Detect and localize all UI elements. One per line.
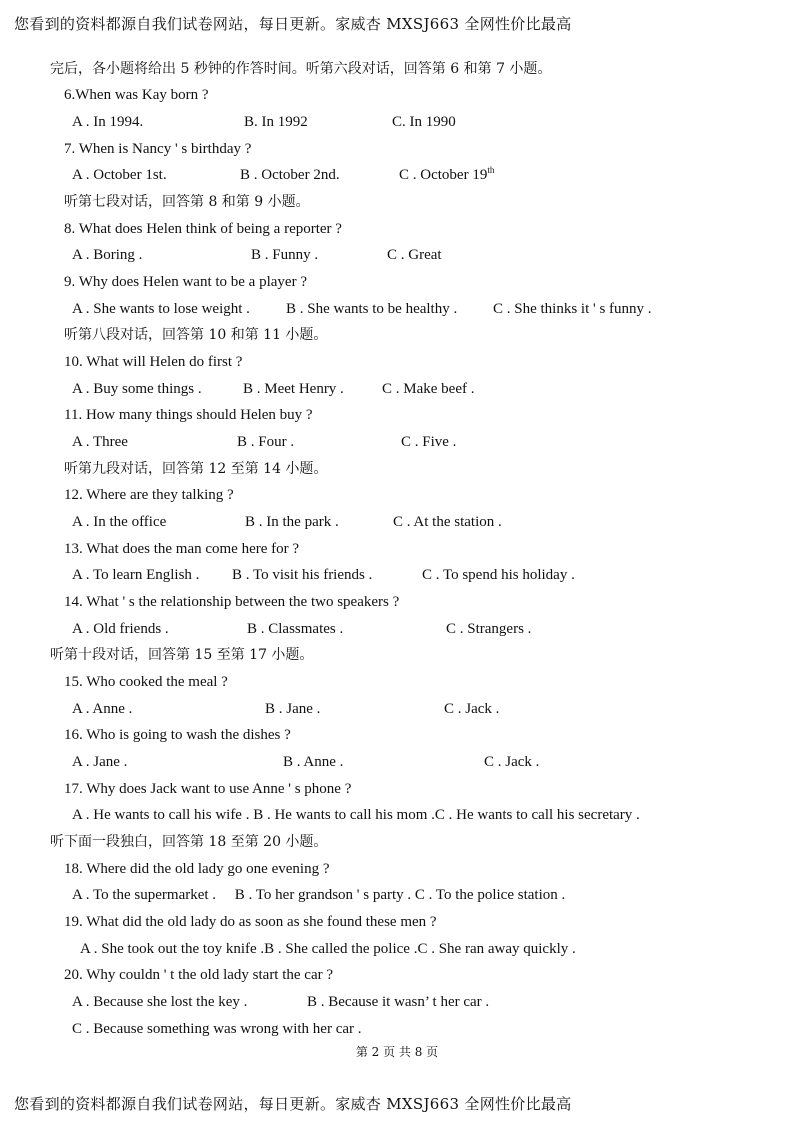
option-c: C . Strangers . bbox=[446, 621, 532, 637]
option-a: A . Because she lost the key . bbox=[72, 994, 248, 1010]
question-9: 9. Why does Helen want to be a player ? bbox=[64, 274, 307, 290]
option-b: B . Funny . bbox=[251, 247, 319, 263]
section-10-instruction: 听第十段对话，回答第 15 至第 17 小题。 bbox=[50, 647, 314, 663]
option-b: B . Four . bbox=[237, 434, 295, 450]
option-b: B . Because it wasn’ t her car . bbox=[307, 994, 490, 1010]
option-c: C. In 1990 bbox=[392, 114, 456, 130]
intro-instruction: 完后，各小题将给出 5 秒钟的作答时间。听第六段对话，回答第 6 和第 7 小题。 bbox=[50, 61, 552, 77]
option-a: A . October 1st. bbox=[72, 167, 167, 183]
option-a: A . Buy some things . bbox=[72, 381, 202, 397]
page-number-footer: 第 2 页 共 8 页 bbox=[355, 1045, 439, 1059]
question-12: 12. Where are they talking ? bbox=[64, 487, 234, 503]
question-13: 13. What does the man come here for ? bbox=[64, 541, 300, 557]
question-20: 20. Why couldn ' t the old lady start the car ? bbox=[64, 967, 334, 983]
option-b: B . She wants to be healthy . bbox=[286, 301, 458, 317]
option-b: B . To visit his friends . bbox=[232, 567, 373, 583]
option-a: A . In the office bbox=[72, 514, 167, 530]
option-c: C . Jack . bbox=[484, 754, 540, 770]
watermark-banner-bottom: 您看到的资料都源自我们试卷网站，每日更新。家威杏 MXSJ663 全网性价比最高 bbox=[14, 1095, 572, 1113]
question-19: 19. What did the old lady do as soon as she found these men ? bbox=[64, 914, 437, 930]
option-a: A . Anne . bbox=[72, 701, 133, 717]
option-c: C . Great bbox=[387, 247, 442, 263]
option-c bbox=[399, 166, 494, 184]
option-c: C . To spend his holiday . bbox=[422, 567, 575, 583]
option-b: B . In the park . bbox=[245, 514, 339, 530]
option-c-text: C . October 19 bbox=[399, 167, 488, 183]
question-8: 8. What does Helen think of being a reporter ? bbox=[64, 221, 342, 237]
question-11: 11. How many things should Helen buy ? bbox=[64, 407, 313, 423]
question-16: 16. Who is going to wash the dishes ? bbox=[64, 727, 291, 743]
option-b: B . October 2nd. bbox=[240, 167, 340, 183]
question-18-options: A . To the supermarket . B . To her grandson ' s party . C . To the police station . bbox=[72, 887, 566, 903]
section-11-instruction: 听下面一段独白，回答第 18 至第 20 小题。 bbox=[50, 834, 328, 850]
watermark-banner-top: 您看到的资料都源自我们试卷网站，每日更新。家威杏 MXSJ663 全网性价比最高 bbox=[14, 15, 572, 33]
option-b: B . Classmates . bbox=[247, 621, 344, 637]
question-10: 10. What will Helen do first ? bbox=[64, 354, 243, 370]
question-18: 18. Where did the old lady go one evening ? bbox=[64, 861, 330, 877]
option-c: C . Jack . bbox=[444, 701, 500, 717]
option-a: A . In 1994. bbox=[72, 114, 144, 130]
option-a: A . To learn English . bbox=[72, 567, 200, 583]
question-6: 6.When was Kay born ? bbox=[64, 87, 209, 103]
option-c: C . At the station . bbox=[393, 514, 502, 530]
question-17: 17. Why does Jack want to use Anne ' s phone ? bbox=[64, 781, 352, 797]
section-9-instruction: 听第九段对话，回答第 12 至第 14 小题。 bbox=[64, 461, 328, 477]
option-a: A . Old friends . bbox=[72, 621, 169, 637]
question-20-option-c: C . Because something was wrong with her car . bbox=[72, 1021, 362, 1037]
option-c: C . Five . bbox=[401, 434, 457, 450]
option-a: A . Three bbox=[72, 434, 128, 450]
question-7: 7. When is Nancy ' s birthday ? bbox=[64, 141, 252, 157]
option-c-superscript: th bbox=[487, 165, 495, 175]
question-19-options: A . She took out the toy knife .B . She called the police .C . She ran away quickly . bbox=[80, 941, 576, 957]
option-b: B . Anne . bbox=[283, 754, 344, 770]
option-a: A . Jane . bbox=[72, 754, 128, 770]
option-b: B . Meet Henry . bbox=[243, 381, 344, 397]
option-c: C . She thinks it ' s funny . bbox=[493, 301, 652, 317]
option-a: A . Boring . bbox=[72, 247, 143, 263]
section-8-instruction: 听第八段对话，回答第 10 和第 11 小题。 bbox=[64, 327, 328, 343]
option-a: A . She wants to lose weight . bbox=[72, 301, 250, 317]
question-15: 15. Who cooked the meal ? bbox=[64, 674, 228, 690]
option-b: B . Jane . bbox=[265, 701, 321, 717]
option-c: C . Make beef . bbox=[382, 381, 475, 397]
option-b: B. In 1992 bbox=[244, 114, 308, 130]
question-14: 14. What ' s the relationship between the two speakers ? bbox=[64, 594, 400, 610]
section-7-instruction: 听第七段对话，回答第 8 和第 9 小题。 bbox=[64, 194, 310, 210]
question-17-options: A . He wants to call his wife . B . He wants to call his mom .C . He wants to call his secretary . bbox=[72, 807, 640, 823]
